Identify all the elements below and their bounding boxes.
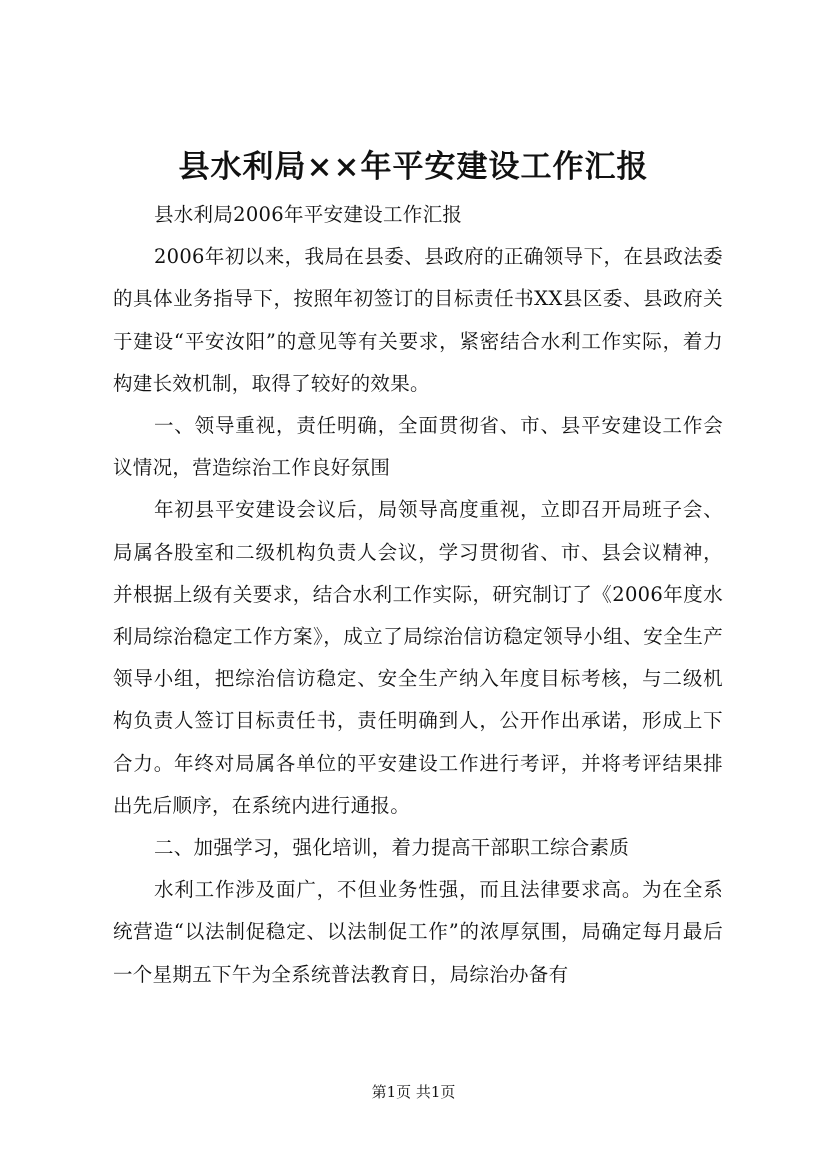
paragraph-section-2: 水利工作涉及面广，不但业务性强，而且法律要求高。为在全系统营造“以法制促稳定、以法制促工作”的浓厚氛围，局确定每月最后一个星期五下午为全系统普法教育日，局综治办备有	[113, 878, 723, 986]
paragraph-heading-2: 二、加强学习，强化培训，着力提高干部职工综合素质	[153, 836, 630, 860]
paragraph-subtitle: 县水利局2006年平安建设工作汇报	[153, 203, 463, 226]
document-body	[113, 194, 723, 996]
paragraph-intro: 2006年初以来，我局在县委、县政府的正确领导下，在县政法委的具体业务指导下，按照年初签订的目标责任书XX县区委、县政府关于建设“平安汝阳”的意见等有关要求，紧密结合水利工作实际，着力构建长效机制，取得了较好的效果。	[113, 245, 723, 395]
paragraph-heading-1: 一、领导重视，责任明确，全面贯彻省、市、县平安建设工作会议情况，营造综治工作良好氛围	[113, 414, 723, 480]
document-title: 县水利局××年平安建设工作汇报	[178, 149, 649, 185]
page-number-footer: 第1页 共1页	[371, 1083, 456, 1101]
paragraph-section-1: 年初县平安建设会议后，局领导高度重视，立即召开局班子会、局属各股室和二级机构负责人会议，学习贯彻省、市、县会议精神，并根据上级有关要求，结合水利工作实际，研究制订了《2006年度水利局综治稳定工作方案》，成立了局综治信访稳定领导小组、安全生产领导小组，把综治信访稳定、安全生产纳入年度目标考核，与二级机构负责人签订目标责任书，责任明确到人，公开作出承诺，形成上下合力。年终对局属各单位的平安建设工作进行考评，并将考评结果排出先后顺序，在系统内进行通报。	[113, 498, 723, 817]
